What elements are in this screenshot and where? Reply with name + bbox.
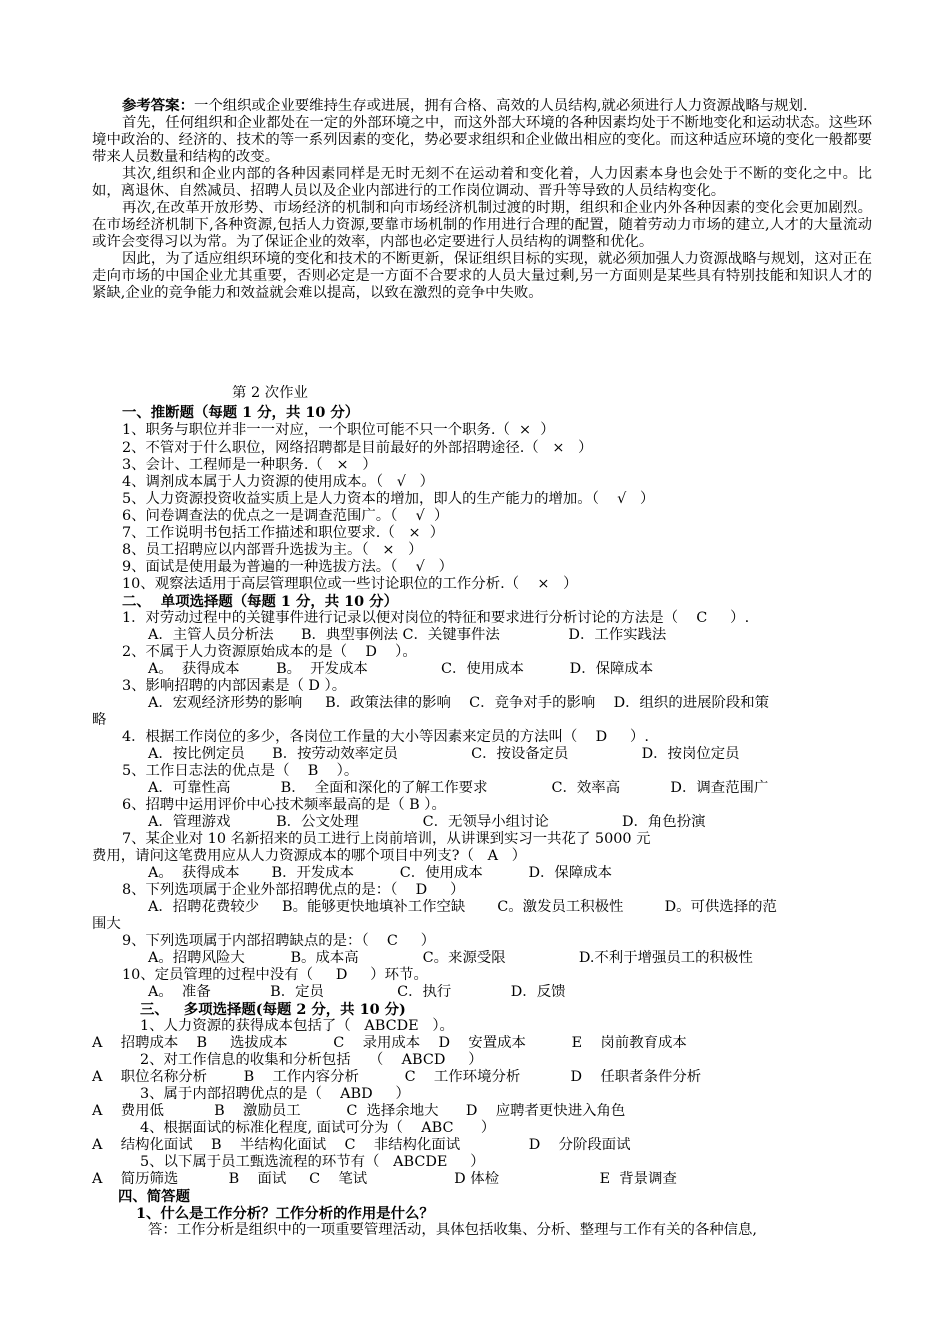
section2-heading: 二、 单项选择题（每题 1 分，共 10 分） <box>122 593 398 610</box>
question-line: 9、下列选项属于内部招聘缺点的是：（ C ） <box>122 933 436 949</box>
judgment-item: 2、不管对于什么职位，网络招聘都是目前最好的外部招聘途径.（ × ） <box>122 440 593 456</box>
question-line: 3、影响招聘的内部因素是（ D ）。 <box>122 678 347 694</box>
question-line: 4．根据工作岗位的多少，各岗位工作量的大小等因素来定员的方法叫（ D ）. <box>122 729 649 745</box>
options-line: A。招聘风险大 B。成本高 C。来源受限 D.不利于增强员工的积极性 <box>148 950 753 966</box>
assignment-title: 第 2 次作业 <box>232 385 308 401</box>
judgment-item: 8、员工招聘应以内部晋升选拔为主。（ × ） <box>122 542 423 558</box>
judgment-item: 5、人力资源投资收益实质上是人力资本的增加，即人的生产能力的增加。（ √ ） <box>122 491 655 507</box>
options-line: A 招聘成本 B 选拔成本 C 录用成本 D 安置成本 E 岗前教育成本 <box>92 1035 687 1051</box>
options-line: A．可靠性高 B． 全面和深化的了解工作要求 C．效率高 D．调查范围广 <box>148 780 769 796</box>
options-line: A。 准备 B．定员 C．执行 D．反馈 <box>148 984 566 1000</box>
options-line: A．按比例定员 B．按劳动效率定员 C．按设备定员 D．按岗位定员 <box>148 746 740 762</box>
short-answer-question: 1、什么是工作分析？工作分析的作用是什么？ <box>136 1205 434 1222</box>
options-line: A 费用低 B 激励员工 C 选择余地大 D 应聘者更快进入角色 <box>92 1103 626 1119</box>
question-line: 费用，请问这笔费用应从人力资源成本的哪个项目中列支?（ A ） <box>92 848 527 864</box>
judgment-item: 1、职务与职位并非一一对应，一个职位可能不只一个职务.（ × ） <box>122 422 555 438</box>
judgment-item: 10、观察法适用于高层管理职位或一些讨论职位的工作分析.（ × ） <box>122 576 578 592</box>
section4-heading: 四、简答题 <box>118 1188 190 1205</box>
judgment-item: 6、问卷调查法的优点之一是调查范围广。（ √ ） <box>122 508 449 524</box>
options-line: A．宏观经济形势的影响 B．政策法律的影响 C．竞争对手的影响 D．组织的进展阶段和策 <box>148 695 770 711</box>
judgment-item: 7、工作说明书包括工作描述和职位要求.（ × ） <box>122 525 445 541</box>
answer-label: 参考答案： <box>122 97 194 114</box>
question-line: 10、定员管理的过程中没有（ D ）环节。 <box>122 967 428 983</box>
answer-paragraph: 再次,在改革开放形势、市场经济的机制和向市场经济机制过渡的时期，组织和企业内外各种因素的变化会更加剧烈。在市场经济机制下,各种资源,包括人力资源,要靠市场机制的作用进行合理的配置，随着劳动力市场的建立,人才的大量流动或许会变得习以为常。为了保证企业的效率，内部也必定要进行人员结构的调整和优化。 <box>92 200 872 250</box>
question-line: 1、人力资源的获得成本包括了（ ABCDE ）。 <box>140 1018 454 1034</box>
options-line: 略 <box>92 712 107 728</box>
options-line: A．主管人员分析法 B．典型事例法 C．关键事件法 D．工作实践法 <box>148 627 667 643</box>
options-line: A．招聘花费较少 B。能够更快地填补工作空缺 C。激发员工积极性 D。可供选择的范 <box>148 899 777 915</box>
question-line: 2、不属于人力资源原始成本的是（ D ）。 <box>122 644 417 660</box>
options-line: 围大 <box>92 916 121 932</box>
reference-answer-block <box>92 97 872 302</box>
section1-heading: 一、推断题（每题 1 分，共 10 分） <box>122 404 360 421</box>
judgment-item: 9、面试是使用最为普遍的一种选拔方法。（ √ ） <box>122 559 453 575</box>
question-line: 3、属于内部招聘优点的是（ ABD ） <box>140 1086 410 1102</box>
section3-heading: 三、 多项选择题(每题 2 分，共 10 分) <box>140 1001 406 1018</box>
options-line: A。 获得成本 B。 开发成本 C．使用成本 D．保障成本 <box>148 661 654 677</box>
question-line: 1．对劳动过程中的关键事件进行记录以便对岗位的特征和要求进行分析讨论的方法是（ C ）. <box>122 610 750 626</box>
options-line: A。 获得成本 B．开发成本 C．使用成本 D．保障成本 <box>148 865 612 881</box>
answer-paragraph: 参考答案：一个组织或企业要维持生存或进展，拥有合格、高效的人员结构,就必须进行人力资源战略与规划. <box>122 97 808 114</box>
question-line: 7、某企业对 10 名新招来的员工进行上岗前培训，从讲课到实习一共花了 5000 元 <box>122 831 651 847</box>
options-line: A．管理游戏 B．公文处理 C．无领导小组讨论 D．角色扮演 <box>148 814 706 830</box>
answer-paragraph: 因此，为了适应组织环境的变化和技术的不断更新，保证组织目标的实现，就必须加强人力资源战略与规划，这对正在走向市场的中国企业尤其重要，否则必定是一方面不合要求的人员大量过剩,另一方面则是某些具有特别技能和知识人才的紧缺,企业的竞争能力和效益就会难以提高，以致在激烈的竞争中失败。 <box>92 251 872 301</box>
question-line: 5、工作日志法的优点是（ B ）。 <box>122 763 359 779</box>
short-answer-text: 答：工作分析是组织中的一项重要管理活动，具体包括收集、分析、整理与工作有关的各种信息, <box>148 1222 757 1238</box>
options-line: A 简历筛选 B 面试 C 笔试 D 体检 E 背景调查 <box>92 1171 677 1187</box>
question-line: 5、以下属于员工甄选流程的环节有（ ABCDE ） <box>140 1154 485 1170</box>
question-line: 6、招聘中运用评价中心技术频率最高的是（ B ）。 <box>122 797 446 813</box>
question-line: 8、下列选项属于企业外部招聘优点的是：（ D ） <box>122 882 465 898</box>
answer-paragraph: 首先，任何组织和企业都处在一定的外部环境之中，而这外部大环境的各种因素均处于不断地变化和运动状态。这些环境中政治的、经济的、技术的等一系列因素的变化，势必要求组织和企业做出相应的变化。而这种适应环境的变化一般都要带来人员数量和结构的改变。 <box>92 115 872 165</box>
judgment-item: 4、调剂成本属于人力资源的使用成本。（ √ ） <box>122 474 434 490</box>
question-line: 4、根据面试的标准化程度, 面试可分为（ ABC ） <box>140 1120 496 1136</box>
options-line: A 职位名称分析 B 工作内容分析 C 工作环境分析 D 任职者条件分析 <box>92 1069 702 1085</box>
answer-paragraph: 其次,组织和企业内部的各种因素同样是无时无刻不在运动着和变化着，人力因素本身也会处于不断的变化之中。比如，离退休、自然减员、招聘人员以及企业内部进行的工作岗位调动、晋升等导致的人员结构变化。 <box>92 166 872 199</box>
question-line: 2、对工作信息的收集和分析包括 （ ABCD ） <box>140 1052 483 1068</box>
judgment-item: 3、会计、工程师是一种职务.（ × ） <box>122 457 377 473</box>
options-line: A 结构化面试 B 半结构化面试 C 非结构化面试 D 分阶段面试 <box>92 1137 631 1153</box>
